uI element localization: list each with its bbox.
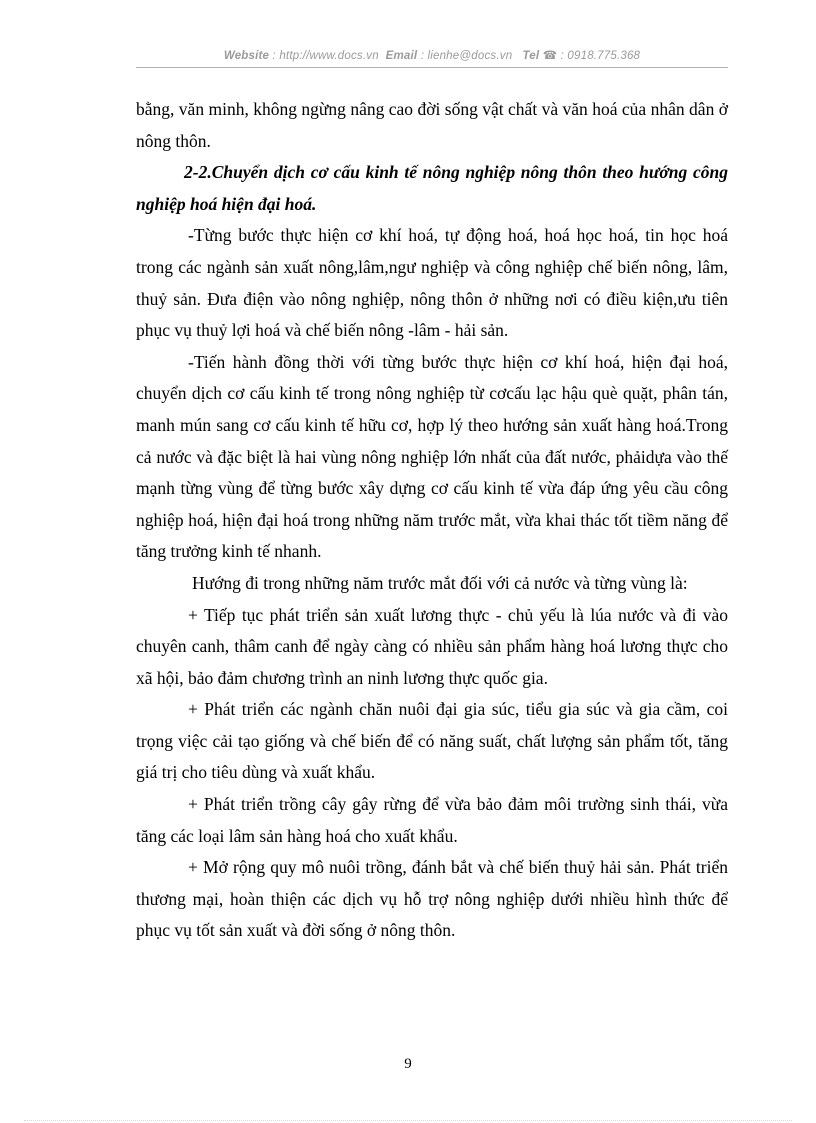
phone-icon: ☎ — [542, 50, 558, 62]
paragraph-restructuring: -Tiến hành đồng thời với từng bước thực hiện cơ khí hoá, hiện đại hoá, chuyển dịch cơ cấu kinh tế trong nông nghiệp từ cơcấu lạc hậu què quặt, phân tán, manh mún sang cơ cấu kinh tế hữu cơ, hợp lý theo hướng sản xuất hàng hoá.Trong cả nước và đặc biệt là hai vùng nông nghiệp lớn nhất của đất nước, phảidựa vào thế mạnh từng vùng để từng bước xây dựng cơ cấu kinh tế vừa đáp ứng yêu cầu công nghiệp hoá, hiện đại hoá trong những năm trước mắt, vừa khai thác tốt tiềm năng để tăng trưởng kinh tế nhanh. — [136, 351, 728, 562]
list-item-aquaculture: + Mở rộng quy mô nuôi trồng, đánh bắt và chế biến thuỷ hải sản. Phát triển thương mại, hoàn thiện các dịch vụ hỗ trợ nông nghiệp dưới nhiều hình thức để phục vụ tốt sản xuất và đời sống ở nông thôn. — [136, 857, 728, 941]
page-number: 9 — [404, 1056, 412, 1072]
page-header — [136, 48, 728, 62]
list-item-forestry: + Phát triển trồng cây gây rừng để vừa bảo đảm môi trường sinh thái, vừa tăng các loại lâm sản hàng hoá cho xuất khẩu. — [136, 794, 728, 846]
tel-value: 0918.775.368 — [567, 50, 641, 62]
document-body — [136, 94, 728, 947]
paragraph-direction-intro: Hướng đi trong những năm trước mắt đối với cả nước và từng vùng là: — [192, 572, 688, 593]
paragraph-mechanization: -Từng bước thực hiện cơ khí hoá, tự động hoá, hoá học hoá, tin học hoá trong các ngành sản xuất nông,lâm,ngư nghiệp và công nghiệp chế biến nông, lâm, thuỷ sản. Đưa điện vào nông nghiệp, nông thôn ở những nơi có điều kiện,ưu tiên phục vụ thuỷ lợi hoá và chế biến nông -lâm - hải sản. — [136, 225, 728, 341]
website-separator: : — [269, 50, 280, 62]
header-divider — [136, 67, 728, 68]
section-heading: 2-2.Chuyển dịch cơ cấu kinh tế nông nghiệp nông thôn theo hướng công nghiệp hoá hiện đại hoá. — [136, 162, 728, 214]
tel-label: Tel — [522, 50, 540, 62]
email-value[interactable]: lienhe@docs.vn — [427, 50, 513, 62]
tel-separator: : — [557, 50, 568, 62]
footer-divider — [24, 1120, 792, 1121]
website-label: Website — [223, 50, 270, 62]
website-url[interactable]: http://www.docs.vn — [279, 50, 379, 62]
email-separator: : — [417, 50, 428, 62]
paragraph-continuation: bằng, văn minh, không ngừng nâng cao đời sống vật chất và văn hoá của nhân dân ở nông thôn. — [136, 99, 728, 151]
list-item-livestock: + Phát triển các ngành chăn nuôi đại gia súc, tiểu gia súc và gia cầm, coi trọng việc cải tạo giống và chế biến để có năng suất, chất lượng sản phẩm tốt, tăng giá trị cho tiêu dùng và xuất khẩu. — [136, 699, 728, 783]
list-item-food-production: + Tiếp tục phát triển sản xuất lương thực - chủ yếu là lúa nước và đi vào chuyên canh, thâm canh để ngày càng có nhiều sản phẩm hàng hoá lương thực cho xã hội, bảo đảm chương trình an ninh lương thực quốc gia. — [136, 604, 728, 688]
email-label: Email — [385, 50, 418, 62]
